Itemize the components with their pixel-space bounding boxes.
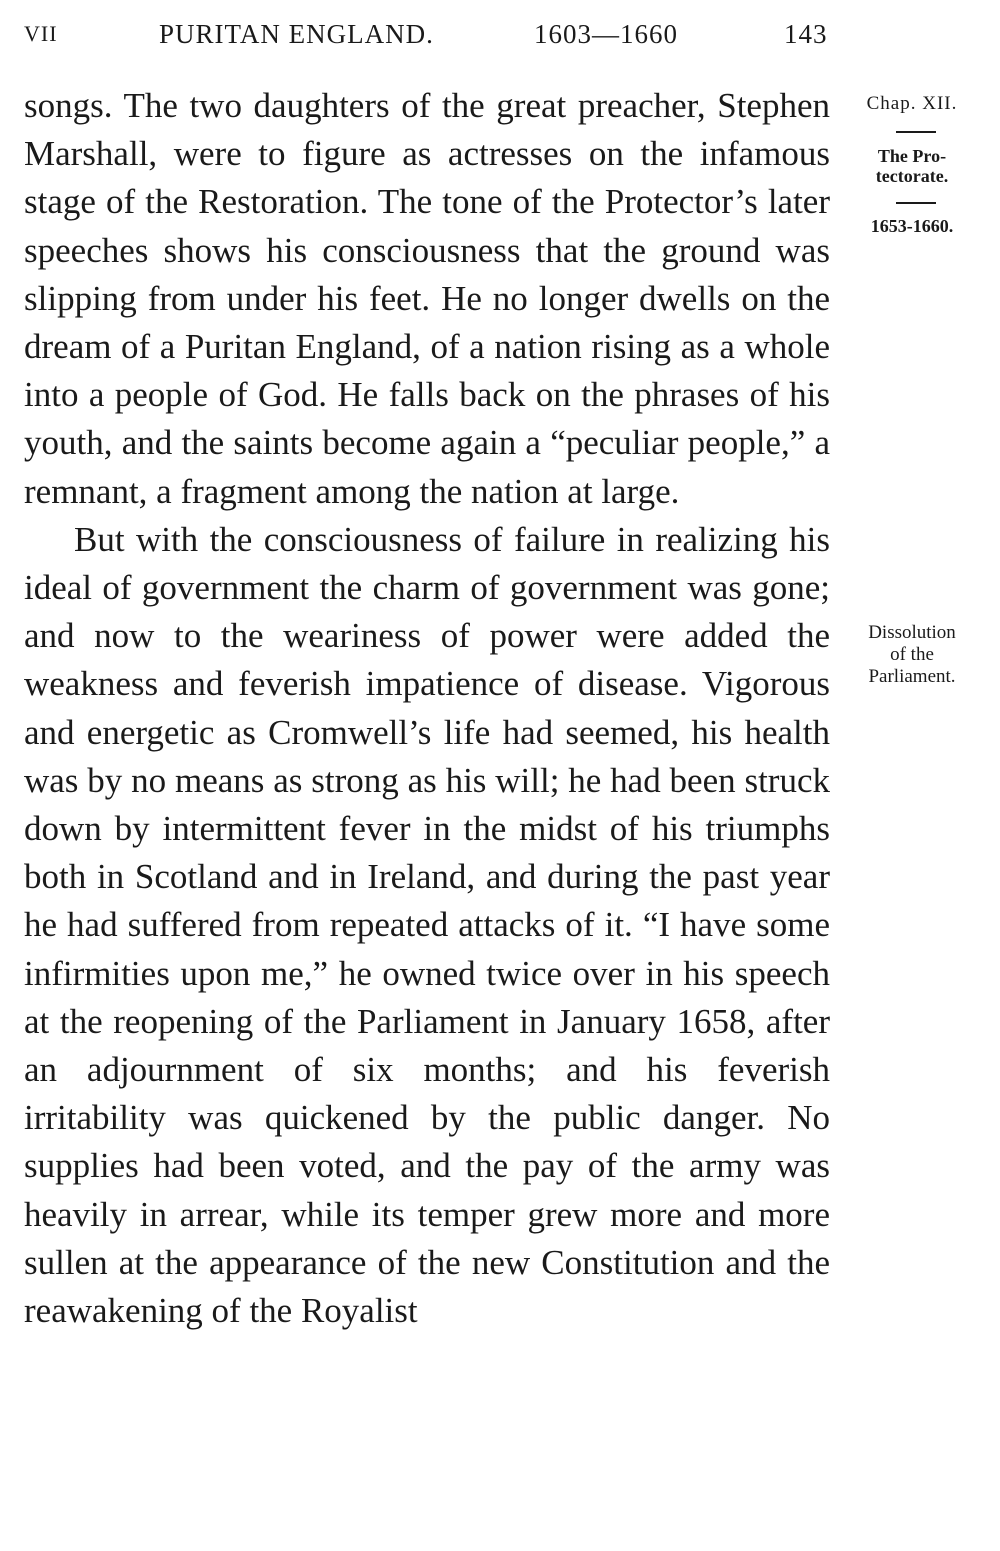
margin-note-dissolution bbox=[842, 622, 982, 688]
margin-note-divider bbox=[896, 131, 936, 133]
header-chapter-number: VII bbox=[24, 21, 58, 46]
page-number: 143 bbox=[784, 19, 828, 49]
paragraph-1: songs. The two daughters of the great preacher, Stephen Marshall, were to figure as actresses on the infamous stage of the Restoration. The tone of the Protector’s later speeches shows his consciousness that the ground was slipping from under his feet. He no longer dwells on the dream of a Puritan England, of a nation rising as a whole into a people of God. He falls back on the phrases of his youth, and the saints become again a “peculiar people,” a remnant, a fragment among the nation at large. bbox=[24, 86, 830, 511]
margin-note-topic-line-1: The Pro- bbox=[877, 146, 947, 166]
paragraph-2: But with the consciousness of failure in realizing his ideal of government the charm of government was gone; and now to the weariness of power were added the weakness and feverish impatience of disease. Vigorous and energetic as Cromwell’s life had seemed, his health was by no means as strong as his will; he had been struck down by intermittent fever in the midst of his triumphs both in Scotland and in Ireland, and during the past year he had suffered from repeated attacks of it. “I have some infirmities upon me,” he owned twice over in his speech at the reopening of the Parliament in January 1658, after an adjournment of six months; and his feverish irritability was quickened by the public danger. No supplies had been voted, and the pay of the army was heavily in arrear, while its temper grew more and more sullen at the appearance of the new Constitution and the reawakening of the Royalist bbox=[24, 519, 830, 1331]
header-date-range: 1603—1660 bbox=[534, 19, 678, 49]
body-text bbox=[24, 82, 830, 1335]
margin-note-date-range: 1653-1660. bbox=[870, 216, 954, 236]
margin-note-dissolution-line-3: Parliament. bbox=[868, 666, 956, 687]
margin-note-divider bbox=[896, 202, 936, 204]
margin-note-dissolution-line-1: Dissolution bbox=[868, 622, 956, 643]
margin-note-topic bbox=[842, 146, 982, 186]
header-book-title: PURITAN ENGLAND. bbox=[159, 19, 434, 49]
running-header bbox=[24, 14, 834, 54]
margin-note-topic-line-2: tectorate. bbox=[875, 166, 949, 186]
margin-note-chapter: Chap. XII. bbox=[866, 93, 958, 114]
margin-note-dissolution-line-2: of the bbox=[890, 644, 934, 665]
